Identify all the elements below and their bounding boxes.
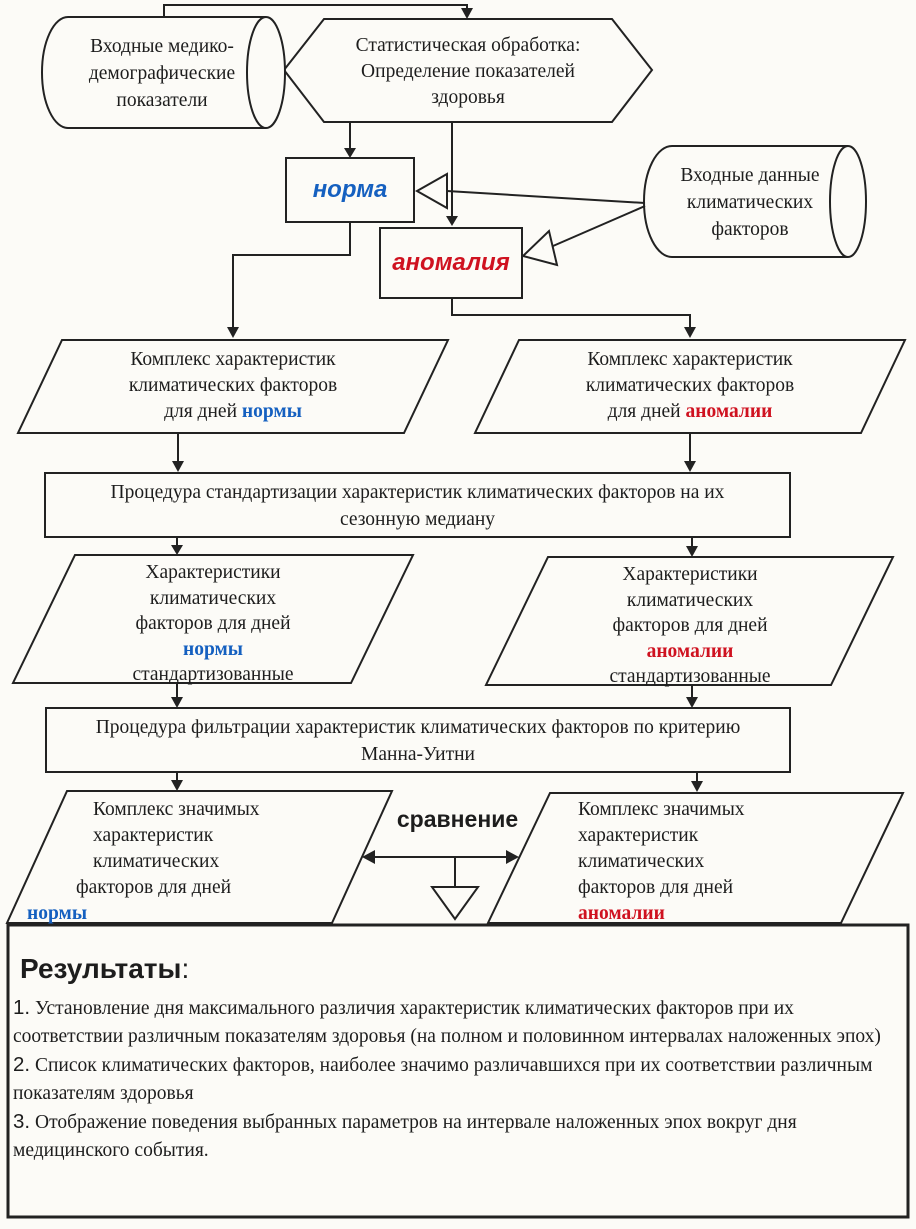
open-arrowhead-down — [432, 887, 478, 919]
complex-anomaly-label — [520, 347, 860, 425]
label-line — [520, 399, 860, 425]
results-item-number: 1. — [13, 996, 31, 1019]
label-prefix: для дней — [607, 401, 686, 422]
label-prefix: для дней — [164, 401, 242, 422]
label-line: показатели — [116, 90, 208, 111]
results-item-text: Установление дня максимального различия характеристик климатических факторов при их соответствии различным показателям здоровья (на полном и половинном интервалах наложенных эпох) — [13, 998, 881, 1047]
chars-norm-label — [43, 560, 383, 688]
connector-climate-to-norm — [447, 191, 645, 203]
label-line: Комплекс значимых — [578, 799, 745, 820]
label-line: факторов для дней — [135, 613, 291, 634]
filtering-label — [50, 714, 786, 768]
results-list — [13, 994, 906, 1165]
anomaly-label: аномалия — [392, 249, 510, 276]
label-line: стандартизованные — [132, 664, 294, 685]
label-line: стандартизованные — [609, 666, 771, 687]
norm-keyword: нормы — [27, 903, 88, 924]
label-line: Манна-Уитни — [361, 744, 475, 765]
label-line: характеристик — [93, 825, 214, 846]
label-line: факторов для дней — [578, 877, 734, 898]
arrowhead — [461, 8, 473, 19]
cylinder-input-medical-label — [48, 33, 276, 114]
label-line: климатических — [626, 589, 754, 611]
connector-medical-to-stat — [164, 5, 467, 17]
connector-norm-to-complex — [233, 222, 350, 328]
label-line: демографические — [88, 63, 236, 84]
label-line: Определение показателей — [361, 61, 575, 82]
standardization-label — [50, 479, 785, 533]
label-line: сезонную медиану — [339, 509, 496, 530]
arrowhead — [684, 461, 696, 472]
open-arrowhead-norm — [417, 174, 447, 208]
arrowhead — [684, 327, 696, 338]
label-line: Комплекс характеристик — [587, 349, 793, 370]
results-item-number: 3. — [13, 1110, 31, 1133]
results-title-text: Результаты — [20, 953, 182, 984]
results-title-colon: : — [181, 953, 190, 984]
comparison-label: сравнение — [396, 806, 519, 832]
label-line: Входные данные — [680, 165, 820, 186]
anomaly-keyword: аномалии — [646, 640, 734, 662]
label-line: климатических — [578, 851, 705, 872]
arrowhead — [686, 546, 698, 557]
anomaly-keyword: аномалии — [578, 903, 665, 924]
arrowhead — [446, 216, 458, 226]
anomaly-keyword: аномалии — [685, 401, 773, 422]
label-line — [63, 399, 403, 425]
label-line: Статистическая обработка: — [355, 35, 581, 56]
label-line: Характеристики — [145, 562, 281, 583]
label-line: факторов для дней — [76, 877, 232, 898]
arrowhead — [344, 148, 356, 158]
label-line: Входные медико- — [90, 36, 234, 57]
norm-keyword: нормы — [182, 638, 244, 660]
arrowhead — [171, 697, 183, 708]
label-line: здоровья — [431, 87, 505, 108]
arrowhead — [171, 780, 183, 791]
arrowhead — [686, 697, 698, 708]
chars-anomaly-label — [520, 562, 860, 690]
results-item — [13, 1051, 906, 1108]
open-arrowhead-anomaly — [523, 231, 557, 265]
arrowhead — [691, 781, 703, 792]
label-line: Процедура стандартизации характеристик климатических факторов на их — [110, 482, 725, 503]
connector-climate-to-anomaly — [553, 206, 645, 246]
label-line: климатических факторов — [128, 375, 338, 396]
hexagon-stat-label — [302, 33, 634, 111]
results-item — [13, 994, 906, 1051]
results-title — [20, 953, 189, 985]
norm-label: норма — [312, 176, 388, 203]
significant-norm-label — [27, 797, 383, 927]
label-line: климатических факторов — [585, 375, 795, 396]
significant-anomaly-label — [578, 797, 878, 927]
label-line: Комплекс значимых — [93, 799, 260, 820]
label-line: Характеристики — [622, 564, 758, 585]
results-item-text: Список климатических факторов, наиболее значимо различавшихся при их соответствии различным показателям здоровья — [13, 1055, 873, 1104]
connector-anomaly-to-complex — [452, 298, 690, 328]
results-item-number: 2. — [13, 1053, 31, 1076]
label-line: Комплекс характеристик — [130, 349, 336, 370]
label-line: климатических — [149, 587, 277, 609]
results-item — [13, 1108, 906, 1165]
results-item-text: Отображение поведения выбранных параметров на интервале наложенных эпох вокруг дня медицинского события. — [13, 1112, 797, 1161]
label-line: факторов для дней — [612, 615, 768, 636]
arrowhead — [171, 545, 183, 555]
label-line: климатических — [93, 851, 220, 872]
arrowhead — [227, 327, 239, 338]
cylinder-input-climate-label — [660, 162, 840, 243]
label-line: характеристик — [578, 825, 699, 846]
label-line: факторов — [711, 219, 789, 240]
label-line: Процедура фильтрации характеристик климатических факторов по критерию — [95, 717, 741, 738]
arrowhead — [172, 461, 184, 472]
norm-keyword: нормы — [241, 401, 302, 422]
complex-norm-label — [63, 347, 403, 425]
label-line: климатических — [686, 192, 814, 213]
